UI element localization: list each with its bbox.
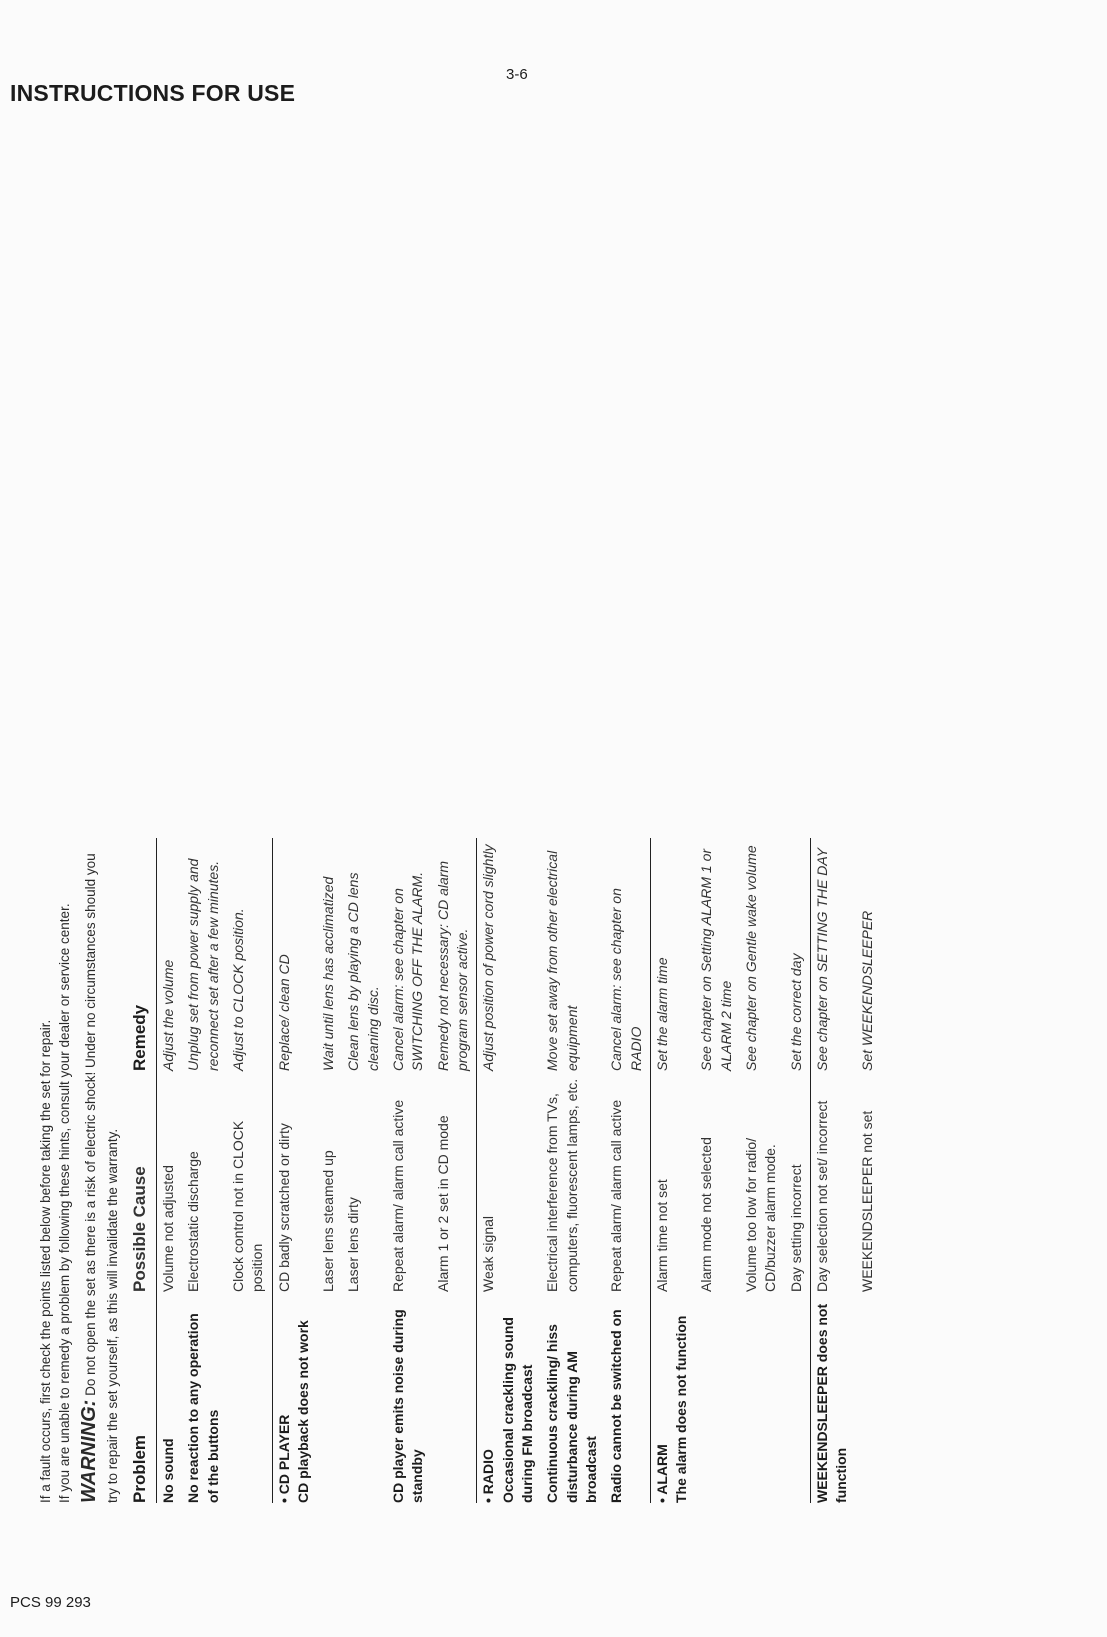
problem-cell xyxy=(650,1292,695,1503)
problem-cell xyxy=(541,1292,605,1503)
problem-cell xyxy=(785,1292,811,1503)
page-number: 3-6 xyxy=(506,66,528,83)
problem-cell xyxy=(227,1292,272,1503)
remedy-cell: Clean lens by playing a CD lens cleaning disc. xyxy=(345,872,381,1071)
problem-cell xyxy=(477,1292,541,1503)
cause-cell: Repeat alarm/ alarm call active xyxy=(608,1099,625,1292)
document-code: PCS 99 293 xyxy=(10,1594,91,1611)
remedy-cell: See chapter on Setting ALARM 1 or ALARM 2 time xyxy=(698,848,734,1071)
cause-cell: Day setting incorrect xyxy=(787,1164,804,1292)
remedy-cell: See chapter on Gentle wake volume xyxy=(743,845,760,1071)
problem-cell xyxy=(182,1292,227,1503)
remedy-cell: Adjust the volume xyxy=(159,959,176,1071)
cause-cell: Day selection not set/ incorrect xyxy=(811,1071,856,1292)
problem-cell xyxy=(432,1292,477,1503)
header-remedy: Remedy xyxy=(128,838,156,1071)
problem-cell xyxy=(156,1292,182,1503)
problem-cell xyxy=(317,1292,342,1503)
cause-cell: Electrical interference from TVs, computers, fluorescent lamps, etc. xyxy=(544,1078,580,1292)
problem-cell xyxy=(811,1292,856,1503)
problem-cell xyxy=(387,1292,432,1503)
troubleshooting-table xyxy=(128,838,880,1503)
cause-cell: Alarm time not set xyxy=(650,1071,695,1292)
problem-text: Radio cannot be switched on xyxy=(608,1309,625,1503)
remedy-cell: See chapter on SETTING THE DAY xyxy=(811,838,856,1071)
intro-text xyxy=(36,838,122,1503)
remedy-cell: Set WEEKENDSLEEPER xyxy=(858,910,875,1071)
problem-text: WEEKENDSLEEPER does not function xyxy=(814,1303,850,1503)
table-row xyxy=(650,838,695,1503)
table-row xyxy=(227,838,272,1503)
table-row xyxy=(785,838,811,1503)
problem-cell xyxy=(695,1292,740,1503)
remedy-cell: Cancel alarm: see chapter on SWITCHING OFF THE ALARM. xyxy=(390,871,426,1071)
problem-text: CD player emits noise during standby xyxy=(390,1309,426,1503)
remedy-cell: Adjust position of power cord slightly xyxy=(477,838,541,1071)
cause-cell: CD badly scratched or dirty xyxy=(272,1071,317,1292)
cause-cell: Volume not adjusted xyxy=(159,1165,176,1292)
remedy-cell: Adjust to CLOCK position. xyxy=(229,908,246,1071)
table-row xyxy=(605,838,650,1503)
section-heading: • RADIO xyxy=(480,1449,497,1503)
remedy-cell: Unplug set from power supply and reconnect set after a few minutes. xyxy=(185,858,221,1071)
problem-text: No reaction to any operation of the buttons xyxy=(185,1313,221,1503)
cause-cell: Laser lens steamed up xyxy=(320,1150,337,1292)
intro-line-2: If you are unable to remedy a problem by following these hints, consult your dealer or service center. xyxy=(57,903,73,1503)
cause-cell: WEEKENDSLEEPER not set xyxy=(858,1110,875,1292)
table-row xyxy=(317,838,342,1503)
problem-cell xyxy=(272,1292,317,1503)
cause-cell: Electrostatic discharge xyxy=(185,1151,202,1292)
problem-text: No sound xyxy=(159,1438,176,1503)
remedy-cell: Set the alarm time xyxy=(650,838,695,1071)
table-row xyxy=(856,838,881,1503)
problem-text: The alarm does not function xyxy=(673,1315,690,1503)
remedy-cell: Wait until lens has acclimatized xyxy=(320,876,337,1071)
header-possible-cause: Possible Cause xyxy=(128,1071,156,1292)
remedy-cell: Move set away from other electrical equipment xyxy=(544,850,580,1071)
cause-cell: Alarm mode not selected xyxy=(698,1137,715,1292)
remedy-cell: Cancel alarm: see chapter on RADIO xyxy=(608,888,644,1071)
remedy-cell: Replace/ clean CD xyxy=(272,838,317,1071)
problem-cell xyxy=(856,1292,881,1503)
cause-cell: Alarm 1 or 2 set in CD mode xyxy=(434,1115,451,1292)
section-heading: • ALARM xyxy=(653,1444,670,1503)
warning-text: Do not open the set as there is a risk of electric shock! Under no circumstances should you try to repair the set yourself, as this will invalidate the warranty. xyxy=(82,853,121,1503)
section-heading: • CD PLAYER xyxy=(275,1414,292,1503)
cause-cell: Clock control not in CLOCK position xyxy=(229,1120,266,1292)
cause-cell: Volume too low for radio/ CD/buzzer alarm mode. xyxy=(743,1137,779,1292)
problem-cell xyxy=(605,1292,650,1503)
table-header-row xyxy=(128,838,156,1503)
table-row xyxy=(387,838,432,1503)
table-row xyxy=(740,838,785,1503)
table-body xyxy=(156,838,881,1503)
remedy-cell: Set the correct day xyxy=(787,953,804,1071)
remedy-cell: Remedy not necessary: CD alarm program sensor active. xyxy=(434,860,470,1071)
page-title: INSTRUCTIONS FOR USE xyxy=(10,80,296,106)
table-row xyxy=(182,838,227,1503)
cause-cell: Weak signal xyxy=(477,1071,541,1292)
warning-label: WARNING: xyxy=(77,1399,100,1503)
troubleshooting-section xyxy=(36,838,875,1503)
cause-cell: Repeat alarm/ alarm call active xyxy=(390,1099,407,1292)
table-row xyxy=(342,838,387,1503)
problem-text: Continuous crackling/ hiss disturbance during AM broadcast xyxy=(544,1324,599,1503)
table-row xyxy=(477,838,541,1503)
problem-cell xyxy=(342,1292,387,1503)
problem-text: CD playback does not work xyxy=(294,1320,311,1503)
table-row xyxy=(272,838,317,1503)
table-row xyxy=(811,838,856,1503)
warning-paragraph xyxy=(75,838,123,1503)
problem-cell xyxy=(740,1292,785,1503)
table-row xyxy=(156,838,182,1503)
header-problem: Problem xyxy=(128,1292,156,1503)
cause-cell: Laser lens dirty xyxy=(345,1197,362,1292)
table-row xyxy=(541,838,605,1503)
table-row xyxy=(695,838,740,1503)
table-row xyxy=(432,838,477,1503)
intro-line-1: If a fault occurs, first check the points listed below before taking the set for repair. xyxy=(38,1019,53,1503)
problem-text: Occasional crackling sound during FM broadcast xyxy=(499,1317,535,1503)
